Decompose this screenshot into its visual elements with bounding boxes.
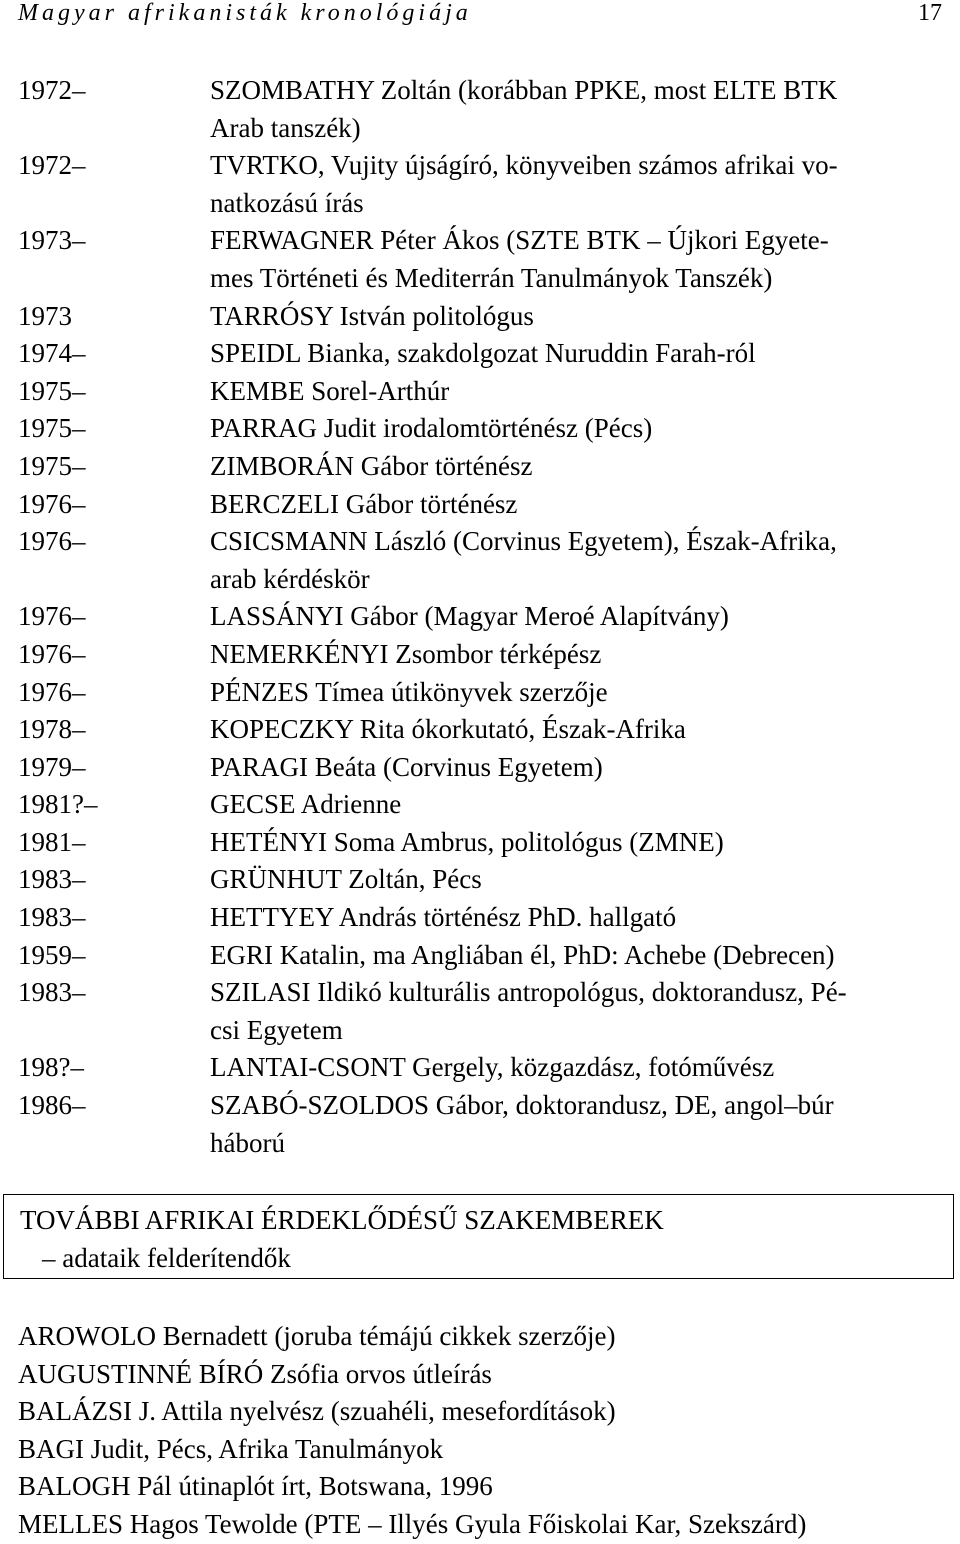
entry-year: 1983– xyxy=(18,902,86,933)
entry-year xyxy=(18,185,210,223)
specialists-list xyxy=(18,1318,958,1544)
specialist-item: AUGUSTINNÉ BÍRÓ Zsófia orvos útleírás xyxy=(18,1358,492,1389)
chronology-entry xyxy=(18,222,948,260)
section-title: TOVÁBBI AFRIKAI ÉRDEKLŐDÉSŰ SZAKEMBEREK xyxy=(20,1205,664,1235)
entry-text: SZOMBATHY Zoltán (korábban PPKE, most ELTE BTK xyxy=(210,75,838,105)
specialist-item: AROWOLO Bernadett (joruba témájú cikkek szerzője) xyxy=(18,1321,616,1351)
entry-year xyxy=(18,1012,210,1050)
entry-year xyxy=(18,561,210,599)
chronology-entry xyxy=(18,711,948,749)
entry-year: 1983– xyxy=(18,977,86,1008)
chronology-entry xyxy=(18,410,948,448)
specialist-item: BALÁZSI J. Attila nyelvész (szuahéli, mesefordítások) xyxy=(18,1396,616,1427)
chronology-entry xyxy=(18,937,948,975)
entry-text: HETÉNYI Soma Ambrus, politológus (ZMNE) xyxy=(210,826,724,857)
chronology-entry xyxy=(18,1087,948,1125)
entry-text: FERWAGNER Péter Ákos (SZTE BTK – Újkori Egyete- xyxy=(210,225,829,256)
chronology-entry xyxy=(18,486,948,524)
entry-text: PARAGI Beáta (Corvinus Egyetem) xyxy=(210,751,603,782)
chronology-entry xyxy=(18,298,948,336)
entry-year: 1972– xyxy=(18,75,86,105)
entry-text: KOPECZKY Rita ókorkutató, Észak-Afrika xyxy=(210,714,686,745)
entry-text: PÉNZES Tímea útikönyvek szerzője xyxy=(210,676,608,707)
entry-text: BERCZELI Gábor történész xyxy=(210,488,518,519)
entry-year xyxy=(18,260,210,298)
entry-year: 1981?– xyxy=(18,789,98,820)
entry-year: 1976– xyxy=(18,601,86,632)
entry-year: 1973 xyxy=(18,300,72,331)
entry-year: 1975– xyxy=(18,413,86,444)
chronology-entry xyxy=(18,373,948,411)
entry-year: 198?– xyxy=(18,1052,84,1083)
entry-year: 1983– xyxy=(18,864,86,895)
chronology-entry xyxy=(18,1125,948,1163)
chronology-list xyxy=(18,72,948,1162)
chronology-entry xyxy=(18,749,948,787)
section-heading-box xyxy=(3,1194,954,1279)
section-subtitle: – adataik felderítendők xyxy=(42,1242,291,1273)
entry-text: ZIMBORÁN Gábor történész xyxy=(210,450,533,481)
page-number: 17 xyxy=(918,0,942,26)
chronology-entry xyxy=(18,185,948,223)
entry-year xyxy=(18,110,210,148)
entry-text: GECSE Adrienne xyxy=(210,789,402,820)
chronology-entry xyxy=(18,72,948,110)
entry-year: 1976– xyxy=(18,676,86,707)
entry-text: arab kérdéskör xyxy=(210,563,370,594)
entry-text: SZILASI Ildikó kulturális antropológus, doktorandusz, Pé- xyxy=(210,977,847,1008)
chronology-entry xyxy=(18,824,948,862)
entry-year: 1975– xyxy=(18,450,86,481)
entry-text: GRÜNHUT Zoltán, Pécs xyxy=(210,864,482,895)
entry-text: háború xyxy=(210,1127,285,1158)
entry-text: LANTAI-CSONT Gergely, közgazdász, fotóművész xyxy=(210,1052,775,1083)
entry-year: 1978– xyxy=(18,714,86,745)
chronology-entry xyxy=(18,1049,948,1087)
chronology-entry xyxy=(18,786,948,824)
entry-year: 1979– xyxy=(18,751,86,782)
entry-text: EGRI Katalin, ma Angliában él, PhD: Achebe (Debrecen) xyxy=(210,939,835,970)
entry-year: 1972– xyxy=(18,150,86,181)
entry-year: 1974– xyxy=(18,338,86,369)
entry-year: 1976– xyxy=(18,488,86,519)
entry-text: NEMERKÉNYI Zsombor térképész xyxy=(210,638,602,669)
specialist-item: MELLES Hagos Tewolde (PTE – Illyés Gyula Főiskolai Kar, Szekszárd) xyxy=(18,1508,807,1539)
chronology-entry xyxy=(18,674,948,712)
entry-year: 1981– xyxy=(18,826,86,857)
chronology-entry xyxy=(18,861,948,899)
chronology-entry xyxy=(18,561,948,599)
entry-year: 1973– xyxy=(18,225,86,256)
chronology-entry xyxy=(18,448,948,486)
entry-text: csi Egyetem xyxy=(210,1014,343,1045)
chronology-entry xyxy=(18,636,948,674)
entry-text: KEMBE Sorel-Arthúr xyxy=(210,375,450,406)
chronology-entry xyxy=(18,110,948,148)
entry-text: SZABÓ-SZOLDOS Gábor, doktorandusz, DE, angol–búr xyxy=(210,1090,834,1121)
page-header xyxy=(18,0,942,26)
entry-text: CSICSMANN László (Corvinus Egyetem), Észak-Afrika, xyxy=(210,526,837,557)
entry-text: HETTYEY András történész PhD. hallgató xyxy=(210,902,677,933)
running-title: Magyar afrikanisták kronológiája xyxy=(18,0,472,26)
chronology-entry xyxy=(18,260,948,298)
entry-year: 1975– xyxy=(18,375,86,406)
chronology-entry xyxy=(18,598,948,636)
entry-text: mes Történeti és Mediterrán Tanulmányok Tanszék) xyxy=(210,262,773,293)
chronology-entry xyxy=(18,335,948,373)
entry-text: PARRAG Judit irodalomtörténész (Pécs) xyxy=(210,413,653,444)
entry-year: 1959– xyxy=(18,939,86,970)
entry-year: 1976– xyxy=(18,526,86,557)
entry-text: SPEIDL Bianka, szakdolgozat Nuruddin Farah-ról xyxy=(210,338,756,369)
entry-text: TARRÓSY István politológus xyxy=(210,300,534,331)
chronology-entry xyxy=(18,899,948,937)
entry-text: TVRTKO, Vujity újságíró, könyveiben számos afrikai vo- xyxy=(210,150,838,181)
chronology-entry xyxy=(18,1012,948,1050)
chronology-entry xyxy=(18,974,948,1012)
entry-year: 1976– xyxy=(18,638,86,669)
entry-year xyxy=(18,1125,210,1163)
entry-year: 1986– xyxy=(18,1090,86,1121)
specialist-item: BALOGH Pál útinaplót írt, Botswana, 1996 xyxy=(18,1471,493,1502)
chronology-entry xyxy=(18,523,948,561)
entry-text: LASSÁNYI Gábor (Magyar Meroé Alapítvány) xyxy=(210,601,729,632)
entry-text: Arab tanszék) xyxy=(210,112,361,143)
specialist-item: BAGI Judit, Pécs, Afrika Tanulmányok xyxy=(18,1433,444,1464)
chronology-entry xyxy=(18,147,948,185)
entry-text: natkozású írás xyxy=(210,187,364,218)
